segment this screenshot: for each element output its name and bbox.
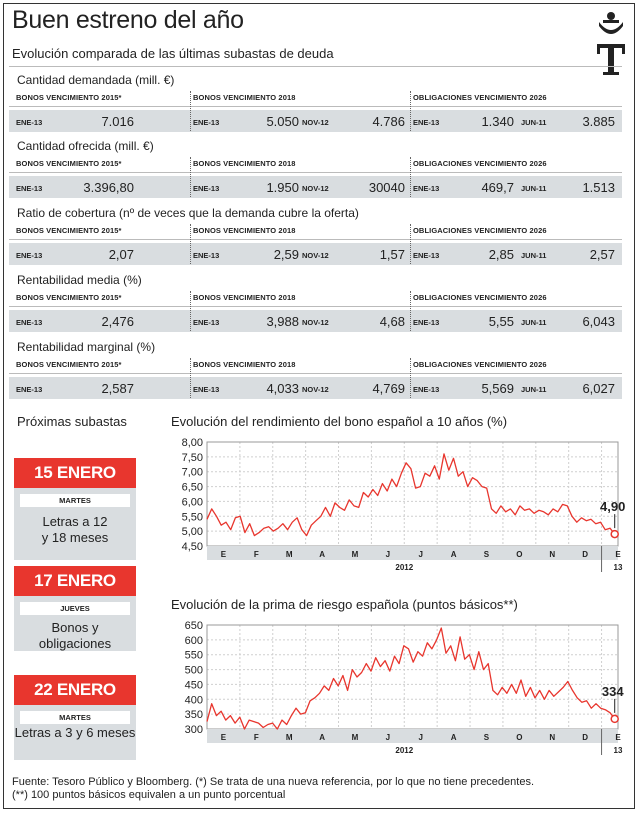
- auction-value: 5.050: [266, 114, 299, 129]
- y-tick-label: 6,00: [181, 496, 203, 509]
- values-row: [9, 310, 622, 332]
- x-tick-label: J: [385, 550, 391, 559]
- chart-title-risk-premium: Evolución de la prima de riesgo española (puntos básicos**): [171, 597, 518, 612]
- column-header-row: [9, 223, 622, 240]
- y-tick-label: 600: [184, 634, 203, 647]
- auction-value: 6,043: [582, 314, 615, 329]
- x-tick-label: M: [351, 550, 359, 559]
- year-label: 13: [613, 746, 623, 755]
- auction-desc: Bonos y obligaciones: [38, 620, 112, 651]
- auction-value: 4,033: [266, 381, 299, 396]
- auction-date-key: ENE-13: [413, 184, 440, 193]
- y-tick-label: 5,50: [181, 511, 203, 524]
- column-divider: [410, 291, 411, 331]
- auction-card: [14, 566, 136, 651]
- auction-value: 3.396,80: [83, 180, 134, 195]
- auction-value: 3.885: [582, 114, 615, 129]
- auction-desc: Letras a 12: [42, 514, 108, 529]
- end-value-label: 4,90: [600, 499, 626, 515]
- x-tick-label: E: [220, 733, 227, 742]
- auction-value: 469,7: [481, 180, 514, 195]
- last-point-marker: [611, 715, 618, 722]
- auction-value: 2,07: [108, 247, 134, 262]
- column-header: BONOS VENCIMIENTO 2015*: [16, 93, 122, 102]
- column-header: BONOS VENCIMIENTO 2018: [193, 159, 296, 168]
- auction-date-key: ENE-13: [193, 118, 220, 127]
- auction-desc: Letras a 3 y 6 meses: [14, 725, 136, 740]
- x-tick-label: J: [385, 733, 391, 742]
- y-tick-label: 500: [184, 664, 203, 677]
- column-header: OBLIGACIONES VENCIMIENTO 2026: [413, 226, 547, 235]
- section-label: Rentabilidad marginal (%): [17, 340, 156, 354]
- column-header: BONOS VENCIMIENTO 2015*: [16, 360, 122, 369]
- auction-value: 5,569: [481, 381, 514, 396]
- footer-source: Fuente: Tesoro Público y Bloomberg. (*) Se trata de una nueva referencia, por lo que no tiene precedentes.: [12, 776, 535, 788]
- column-header: BONOS VENCIMIENTO 2018: [193, 360, 296, 369]
- auction-date-key: ENE-13: [16, 118, 43, 127]
- section-label: Rentabilidad media (%): [17, 273, 142, 287]
- y-tick-label: 400: [184, 694, 203, 707]
- column-divider: [190, 157, 191, 197]
- x-tick-label: A: [450, 733, 457, 742]
- page-subtitle: Evolución comparada de las últimas subastas de deuda: [12, 46, 334, 61]
- column-header: OBLIGACIONES VENCIMIENTO 2026: [413, 159, 547, 168]
- x-tick-label: S: [483, 733, 490, 742]
- x-tick-label: A: [319, 550, 325, 559]
- footer-note: (**) 100 puntos básicos equivalen a un punto porcentual: [12, 789, 286, 801]
- risk-premium-chart: [160, 617, 630, 769]
- column-header: OBLIGACIONES VENCIMIENTO 2026: [413, 93, 547, 102]
- x-tick-label: S: [483, 550, 490, 559]
- column-header: BONOS VENCIMIENTO 2018: [193, 226, 296, 235]
- plot-area: [207, 625, 618, 729]
- auction-date-key: NOV-12: [302, 318, 329, 327]
- auction-value: 6,027: [582, 381, 615, 396]
- x-tick-label: F: [253, 733, 259, 742]
- section-label: Cantidad ofrecida (mill. €): [17, 139, 154, 153]
- x-tick-label: O: [516, 550, 523, 559]
- column-divider: [190, 291, 191, 331]
- auction-value: 4,68: [379, 314, 405, 329]
- section-label: Ratio de cobertura (nº de veces que la demanda cubre la oferta): [17, 206, 359, 220]
- auction-date-key: NOV-12: [302, 118, 329, 127]
- auction-date-key: NOV-12: [302, 184, 329, 193]
- auction-date: 17 ENERO: [14, 566, 136, 596]
- auction-value: 1.340: [481, 114, 514, 129]
- x-tick-label: M: [351, 733, 359, 742]
- section-label: Cantidad demandada (mill. €): [17, 73, 175, 87]
- column-header-row: [9, 290, 622, 307]
- x-tick-label: D: [582, 550, 589, 559]
- column-divider: [410, 224, 411, 264]
- column-header-row: [9, 156, 622, 173]
- auction-date-key: ENE-13: [413, 318, 440, 327]
- newspaper-logo-icon: [594, 10, 628, 78]
- column-divider: [410, 91, 411, 131]
- y-tick-label: 7,00: [181, 466, 203, 479]
- y-tick-label: 300: [184, 724, 203, 736]
- auction-date-key: ENE-13: [413, 118, 440, 127]
- auction-value: 4.786: [372, 114, 405, 129]
- x-tick-label: F: [253, 550, 259, 559]
- x-tick-label: M: [285, 550, 293, 559]
- x-tick-label: J: [418, 550, 423, 559]
- auction-card: [14, 675, 136, 760]
- x-tick-label: D: [582, 733, 589, 742]
- end-value-label: 334: [601, 683, 624, 699]
- chart-title-bond-yield: Evolución del rendimiento del bono español a 10 años (%): [171, 414, 508, 429]
- auction-card: [14, 458, 136, 560]
- column-header: OBLIGACIONES VENCIMIENTO 2026: [413, 293, 547, 302]
- x-tick-label: E: [220, 550, 227, 559]
- auction-value: 1.950: [266, 180, 299, 195]
- auction-value: 2,85: [488, 247, 514, 262]
- last-point-marker: [611, 531, 618, 538]
- auction-date-key: ENE-13: [193, 385, 220, 394]
- page-title: Buen estreno del año: [12, 6, 244, 34]
- auction-value: 2,587: [101, 381, 134, 396]
- y-tick-label: 650: [184, 620, 203, 632]
- column-header: BONOS VENCIMIENTO 2015*: [16, 159, 122, 168]
- x-tick-label: M: [285, 733, 293, 742]
- footer-notes: [12, 776, 534, 802]
- column-divider: [410, 358, 411, 398]
- auction-date-key: JUN-11: [521, 118, 547, 127]
- month-band: [207, 546, 618, 560]
- auction-value: 2,59: [273, 247, 299, 262]
- bond-yield-chart: [160, 434, 630, 586]
- y-tick-label: 7,50: [181, 451, 203, 464]
- auction-date-key: ENE-13: [16, 318, 43, 327]
- auction-value: 30040: [368, 180, 405, 195]
- y-tick-label: 4,50: [181, 541, 203, 553]
- column-divider: [190, 224, 191, 264]
- column-header: BONOS VENCIMIENTO 2015*: [16, 293, 122, 302]
- values-row: [9, 110, 622, 132]
- x-tick-label: J: [418, 733, 423, 742]
- auction-value: 5,55: [488, 314, 514, 329]
- x-tick-label: N: [549, 550, 556, 559]
- auction-date-key: JUN-11: [521, 318, 547, 327]
- series-line: [207, 454, 615, 536]
- auction-desc: y 18 meses: [41, 530, 109, 545]
- auction-day: MARTES: [20, 711, 130, 724]
- auction-day: JUEVES: [20, 602, 130, 615]
- y-tick-label: 450: [184, 679, 203, 692]
- y-tick-label: 5,00: [181, 526, 203, 539]
- auction-date-key: ENE-13: [193, 251, 220, 260]
- column-divider: [410, 157, 411, 197]
- auction-date-key: ENE-13: [413, 385, 440, 394]
- auction-date-key: NOV-12: [302, 385, 329, 394]
- auction-day: MARTES: [20, 494, 130, 507]
- column-header: OBLIGACIONES VENCIMIENTO 2026: [413, 360, 547, 369]
- values-row: [9, 243, 622, 265]
- column-header: BONOS VENCIMIENTO 2015*: [16, 226, 122, 235]
- values-row: [9, 176, 622, 198]
- auction-value: 4,769: [372, 381, 405, 396]
- y-tick-label: 550: [184, 649, 203, 662]
- month-band: [207, 729, 618, 743]
- upcoming-title: Próximas subastas: [17, 414, 127, 429]
- divider: [9, 66, 622, 67]
- x-tick-label: E: [615, 733, 621, 742]
- year-label: 13: [613, 563, 623, 572]
- x-tick-label: E: [615, 550, 621, 559]
- column-divider: [190, 91, 191, 131]
- column-divider: [190, 358, 191, 398]
- x-tick-label: A: [319, 733, 325, 742]
- auction-date-key: JUN-11: [521, 184, 547, 193]
- auction-date-key: ENE-13: [413, 251, 440, 260]
- auction-date-key: ENE-13: [16, 184, 43, 193]
- plot-area: [207, 442, 618, 546]
- auction-date-key: ENE-13: [193, 184, 220, 193]
- column-header-row: [9, 357, 622, 374]
- auction-date: 22 ENERO: [14, 675, 136, 705]
- auction-value: 7.016: [101, 114, 134, 129]
- auction-date-key: JUN-11: [521, 385, 547, 394]
- auction-value: 2,476: [101, 314, 134, 329]
- y-tick-label: 350: [184, 709, 203, 722]
- auction-date-key: ENE-13: [193, 318, 220, 327]
- auction-value: 1.513: [582, 180, 615, 195]
- auction-date-key: NOV-12: [302, 251, 329, 260]
- values-row: [9, 377, 622, 399]
- auction-date-key: ENE-13: [16, 385, 43, 394]
- auction-date-key: ENE-13: [16, 251, 43, 260]
- auction-date: 15 ENERO: [14, 458, 136, 488]
- auction-date-key: JUN-11: [521, 251, 547, 260]
- auction-value: 3,988: [266, 314, 299, 329]
- x-tick-label: A: [450, 550, 457, 559]
- year-label: 2012: [395, 563, 414, 572]
- column-header: BONOS VENCIMIENTO 2018: [193, 93, 296, 102]
- x-tick-label: O: [516, 733, 523, 742]
- y-tick-label: 8,00: [181, 437, 203, 449]
- auction-value: 1,57: [379, 247, 405, 262]
- auction-value: 2,57: [589, 247, 615, 262]
- y-tick-label: 6,50: [181, 481, 203, 494]
- year-label: 2012: [395, 746, 414, 755]
- column-header-row: [9, 90, 622, 107]
- x-tick-label: N: [549, 733, 556, 742]
- column-header: BONOS VENCIMIENTO 2018: [193, 293, 296, 302]
